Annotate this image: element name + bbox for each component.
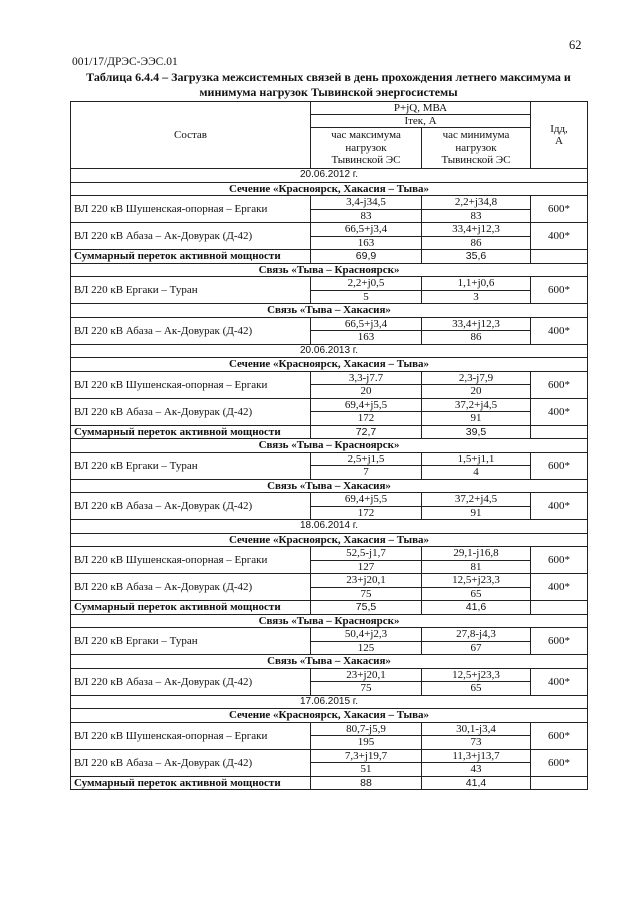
line-row-power xyxy=(71,668,588,682)
line-row-power xyxy=(71,371,588,385)
power-min-value: 29,1-j16,8 xyxy=(422,547,531,561)
line-name: ВЛ 220 кВ Абаза – Ак-Довурак (Д-42) xyxy=(71,223,311,250)
section-title: Связь «Тыва – Красноярск» xyxy=(71,439,588,453)
table-title-line-2: минимума нагрузок Тывинской энергосистемы xyxy=(199,85,458,99)
current-max-value: 163 xyxy=(311,331,422,345)
date-row xyxy=(71,169,588,183)
section-title: Связь «Тыва – Красноярск» xyxy=(71,263,588,277)
idd-value: 400* xyxy=(531,668,588,695)
section-row xyxy=(71,614,588,628)
section-title: Сечение «Красноярск, Хакасия – Тыва» xyxy=(71,358,588,372)
total-idd-empty xyxy=(531,250,588,264)
power-min-value: 2,2+j34,8 xyxy=(422,196,531,210)
line-row-power xyxy=(71,277,588,291)
current-max-value: 5 xyxy=(311,290,422,304)
idd-value: 600* xyxy=(531,547,588,574)
header-min-hour-line: нагрузок xyxy=(455,141,497,154)
total-min-value: 39,5 xyxy=(422,425,531,439)
total-row xyxy=(71,425,588,439)
line-row-power xyxy=(71,749,588,763)
current-max-value: 172 xyxy=(311,412,422,426)
idd-value: 600* xyxy=(531,277,588,304)
idd-value: 400* xyxy=(531,574,588,601)
line-row-power xyxy=(71,547,588,561)
total-max-value: 72,7 xyxy=(311,425,422,439)
line-row-power xyxy=(71,223,588,237)
line-row-power xyxy=(71,628,588,642)
line-name: ВЛ 220 кВ Шушенская-опорная – Ергаки xyxy=(71,371,311,398)
line-name: ВЛ 220 кВ Абаза – Ак-Довурак (Д-42) xyxy=(71,574,311,601)
current-min-value: 81 xyxy=(422,560,531,574)
total-min-value: 35,6 xyxy=(422,250,531,264)
current-max-value: 163 xyxy=(311,236,422,250)
table-body xyxy=(71,169,588,790)
header-composition: Состав xyxy=(71,102,311,169)
total-idd-empty xyxy=(531,776,588,790)
total-max-value: 75,5 xyxy=(311,601,422,615)
date-cell: 20.06.2013 г. xyxy=(71,344,588,358)
header-min-hour-line: час минимума xyxy=(442,129,510,142)
total-row xyxy=(71,250,588,264)
current-max-value: 195 xyxy=(311,736,422,750)
date-row xyxy=(71,344,588,358)
line-name: ВЛ 220 кВ Ергаки – Туран xyxy=(71,277,311,304)
idd-value: 400* xyxy=(531,223,588,250)
current-min-value: 83 xyxy=(422,209,531,223)
total-label: Суммарный переток активной мощности xyxy=(71,250,311,264)
power-max-value: 69,4+j5,5 xyxy=(311,398,422,412)
power-max-value: 52,5-j1,7 xyxy=(311,547,422,561)
section-title: Связь «Тыва – Хакасия» xyxy=(71,304,588,318)
line-name: ВЛ 220 кВ Шушенская-опорная – Ергаки xyxy=(71,722,311,749)
section-title: Связь «Тыва – Хакасия» xyxy=(71,479,588,493)
power-max-value: 2,2+j0,5 xyxy=(311,277,422,291)
header-current: Iтек, А xyxy=(311,115,531,128)
power-min-value: 27,8-j4,3 xyxy=(422,628,531,642)
total-idd-empty xyxy=(531,425,588,439)
power-min-value: 30,1-j3,4 xyxy=(422,722,531,736)
power-max-value: 69,4+j5,5 xyxy=(311,493,422,507)
line-row-power xyxy=(71,317,588,331)
header-max-hour-line: час максимума xyxy=(331,129,401,142)
current-max-value: 51 xyxy=(311,763,422,777)
total-max-value: 88 xyxy=(311,776,422,790)
header-idd-label: Iдд, xyxy=(550,123,568,135)
header-idd-unit: А xyxy=(555,135,563,147)
header-max-hour-line: Тывинской ЭС xyxy=(331,154,401,167)
line-name: ВЛ 220 кВ Абаза – Ак-Довурак (Д-42) xyxy=(71,749,311,776)
date-row xyxy=(71,520,588,534)
power-max-value: 66,5+j3,4 xyxy=(311,317,422,331)
section-row xyxy=(71,655,588,669)
header-max-hour xyxy=(311,128,422,169)
intersystem-load-table xyxy=(70,101,588,790)
line-name: ВЛ 220 кВ Ергаки – Туран xyxy=(71,628,311,655)
current-max-value: 125 xyxy=(311,641,422,655)
section-title: Сечение «Красноярск, Хакасия – Тыва» xyxy=(71,533,588,547)
current-max-value: 75 xyxy=(311,682,422,696)
idd-value: 400* xyxy=(531,493,588,520)
table-header xyxy=(71,102,588,169)
header-min-hour-line: Тывинской ЭС xyxy=(441,154,511,167)
current-min-value: 73 xyxy=(422,736,531,750)
line-name: ВЛ 220 кВ Абаза – Ак-Довурак (Д-42) xyxy=(71,317,311,344)
current-min-value: 86 xyxy=(422,331,531,345)
idd-value: 600* xyxy=(531,628,588,655)
power-min-value: 37,2+j4,5 xyxy=(422,398,531,412)
date-cell: 18.06.2014 г. xyxy=(71,520,588,534)
current-min-value: 65 xyxy=(422,587,531,601)
line-name: ВЛ 220 кВ Абаза – Ак-Довурак (Д-42) xyxy=(71,398,311,425)
date-cell: 20.06.2012 г. xyxy=(71,169,588,183)
header-max-hour-line: нагрузок xyxy=(345,141,387,154)
section-row xyxy=(71,533,588,547)
current-min-value: 67 xyxy=(422,641,531,655)
section-title: Сечение «Красноярск, Хакасия – Тыва» xyxy=(71,182,588,196)
line-name: ВЛ 220 кВ Абаза – Ак-Довурак (Д-42) xyxy=(71,668,311,695)
line-name: ВЛ 220 кВ Ергаки – Туран xyxy=(71,452,311,479)
total-min-value: 41,6 xyxy=(422,601,531,615)
idd-value: 600* xyxy=(531,749,588,776)
line-name: ВЛ 220 кВ Шушенская-опорная – Ергаки xyxy=(71,547,311,574)
section-row xyxy=(71,304,588,318)
total-label: Суммарный переток активной мощности xyxy=(71,601,311,615)
current-min-value: 20 xyxy=(422,385,531,399)
power-max-value: 80,7-j5,9 xyxy=(311,722,422,736)
table-title-line-1: Таблица 6.4.4 – Загрузка межсистемных связей в день прохождения летнего максимума и xyxy=(86,70,571,84)
power-max-value: 66,5+j3,4 xyxy=(311,223,422,237)
section-row xyxy=(71,479,588,493)
total-label: Суммарный переток активной мощности xyxy=(71,425,311,439)
current-min-value: 3 xyxy=(422,290,531,304)
section-title: Связь «Тыва – Хакасия» xyxy=(71,655,588,669)
power-max-value: 23+j20,1 xyxy=(311,668,422,682)
section-row xyxy=(71,709,588,723)
power-min-value: 12,5+j23,3 xyxy=(422,574,531,588)
current-min-value: 43 xyxy=(422,763,531,777)
section-row xyxy=(71,263,588,277)
current-min-value: 4 xyxy=(422,466,531,480)
power-min-value: 37,2+j4,5 xyxy=(422,493,531,507)
line-row-power xyxy=(71,493,588,507)
header-row-1 xyxy=(71,102,588,115)
idd-value: 600* xyxy=(531,722,588,749)
section-title: Сечение «Красноярск, Хакасия – Тыва» xyxy=(71,709,588,723)
idd-value: 600* xyxy=(531,196,588,223)
total-row xyxy=(71,601,588,615)
power-min-value: 12,5+j23,3 xyxy=(422,668,531,682)
current-min-value: 86 xyxy=(422,236,531,250)
line-row-power xyxy=(71,398,588,412)
power-max-value: 23+j20,1 xyxy=(311,574,422,588)
table-title xyxy=(40,70,617,100)
power-max-value: 7,3+j19,7 xyxy=(311,749,422,763)
total-row xyxy=(71,776,588,790)
power-min-value: 2,3-j7,9 xyxy=(422,371,531,385)
section-row xyxy=(71,358,588,372)
idd-value: 600* xyxy=(531,452,588,479)
current-max-value: 127 xyxy=(311,560,422,574)
line-name: ВЛ 220 кВ Шушенская-опорная – Ергаки xyxy=(71,196,311,223)
current-min-value: 91 xyxy=(422,506,531,520)
document-code: 001/17/ДРЭС-ЭЭС.01 xyxy=(72,56,178,68)
current-max-value: 75 xyxy=(311,587,422,601)
date-row xyxy=(71,695,588,709)
date-cell: 17.06.2015 г. xyxy=(71,695,588,709)
section-row xyxy=(71,182,588,196)
line-row-power xyxy=(71,722,588,736)
page-number: 62 xyxy=(569,38,582,52)
line-row-power xyxy=(71,196,588,210)
section-row xyxy=(71,439,588,453)
header-power: P+jQ, МВА xyxy=(311,102,531,115)
section-title: Связь «Тыва – Красноярск» xyxy=(71,614,588,628)
power-min-value: 11,3+j13,7 xyxy=(422,749,531,763)
power-min-value: 33,4+j12,3 xyxy=(422,223,531,237)
power-max-value: 50,4+j2,3 xyxy=(311,628,422,642)
power-min-value: 33,4+j12,3 xyxy=(422,317,531,331)
line-name: ВЛ 220 кВ Абаза – Ак-Довурак (Д-42) xyxy=(71,493,311,520)
power-min-value: 1,1+j0,6 xyxy=(422,277,531,291)
total-label: Суммарный переток активной мощности xyxy=(71,776,311,790)
current-max-value: 7 xyxy=(311,466,422,480)
header-idd xyxy=(531,102,588,169)
total-max-value: 69,9 xyxy=(311,250,422,264)
current-max-value: 83 xyxy=(311,209,422,223)
power-min-value: 1,5+j1,1 xyxy=(422,452,531,466)
power-max-value: 3,3-j7.7 xyxy=(311,371,422,385)
idd-value: 600* xyxy=(531,371,588,398)
power-max-value: 3,4-j34,5 xyxy=(311,196,422,210)
current-max-value: 20 xyxy=(311,385,422,399)
idd-value: 400* xyxy=(531,317,588,344)
total-min-value: 41,4 xyxy=(422,776,531,790)
total-idd-empty xyxy=(531,601,588,615)
line-row-power xyxy=(71,452,588,466)
header-min-hour xyxy=(422,128,531,169)
idd-value: 400* xyxy=(531,398,588,425)
current-min-value: 91 xyxy=(422,412,531,426)
current-min-value: 65 xyxy=(422,682,531,696)
power-max-value: 2,5+j1,5 xyxy=(311,452,422,466)
current-max-value: 172 xyxy=(311,506,422,520)
line-row-power xyxy=(71,574,588,588)
